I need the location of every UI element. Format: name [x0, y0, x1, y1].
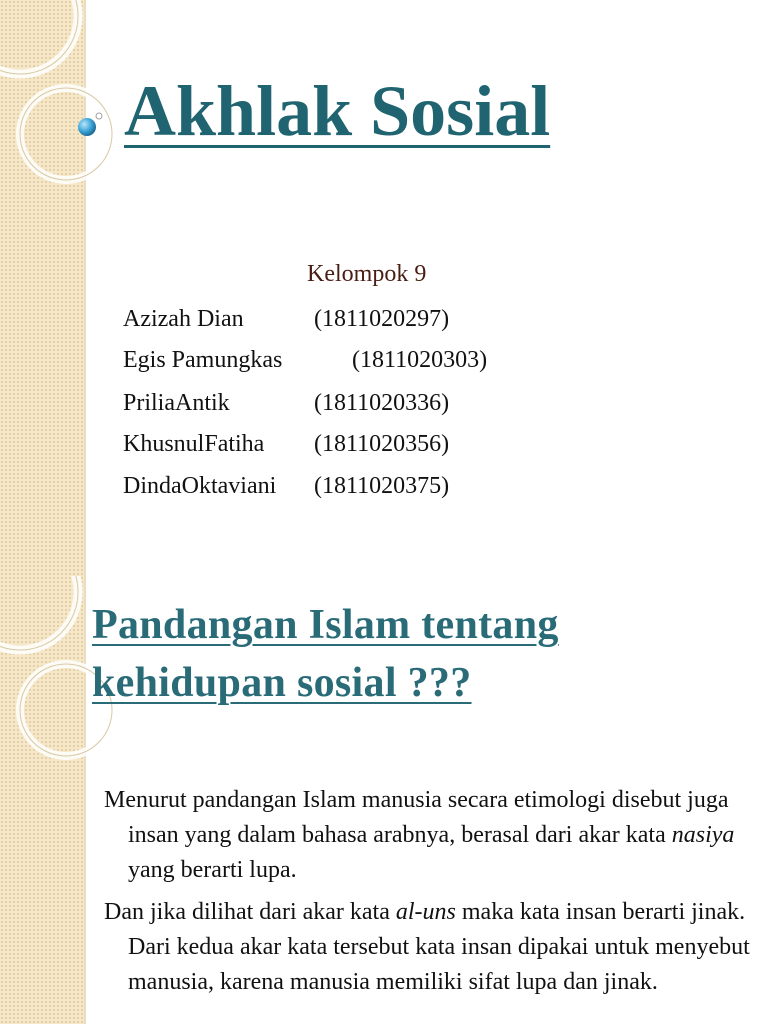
member-row [123, 390, 450, 417]
paragraph-italic-term: al-uns [395, 899, 456, 925]
paragraph-text: yang berarti lupa. [128, 857, 297, 883]
section-heading-line1: Pandangan Islam tentang [92, 602, 559, 648]
member-name: Azizah Dian [123, 306, 244, 332]
group-label: Kelompok 9 [307, 261, 427, 287]
member-row [123, 306, 450, 333]
paragraph-al-uns [104, 895, 768, 1000]
member-name: DindaOktaviani [123, 473, 277, 499]
member-id: (1811020303) [352, 347, 488, 373]
member-id: (1811020375) [314, 473, 450, 499]
small-ring-icon [96, 113, 102, 119]
paragraph-text: maka kata insan berarti jinak. Dari kedua akar kata tersebut kata insan dipakai untuk menyebut manusia, karena manusia memiliki sifat lupa dan jinak. [128, 899, 750, 995]
paragraph-text: Dan jika dilihat dari akar kata [104, 899, 396, 925]
paragraph-italic-term: nasiya [671, 822, 735, 848]
member-row [123, 473, 450, 500]
member-id: (1811020297) [314, 306, 450, 332]
paragraph-text: Menurut pandangan Islam manusia secara etimologi disebut juga insan yang dalam bahasa arabnya, berasal dari akar kata [104, 787, 729, 848]
accent-dot-icon [78, 118, 96, 136]
section-heading-line2: kehidupan sosial ??? [92, 660, 472, 706]
member-name: KhusnulFatiha [123, 431, 265, 457]
member-row [123, 347, 488, 374]
member-id: (1811020356) [314, 431, 450, 457]
member-name: Egis Pamungkas [123, 347, 283, 373]
slide-title-heading: Akhlak Sosial [124, 71, 551, 151]
member-name: PriliaAntik [123, 390, 230, 416]
paragraph-etymology [104, 783, 768, 888]
section-heading [92, 596, 559, 712]
member-id: (1811020336) [314, 390, 450, 416]
member-row [123, 431, 450, 458]
